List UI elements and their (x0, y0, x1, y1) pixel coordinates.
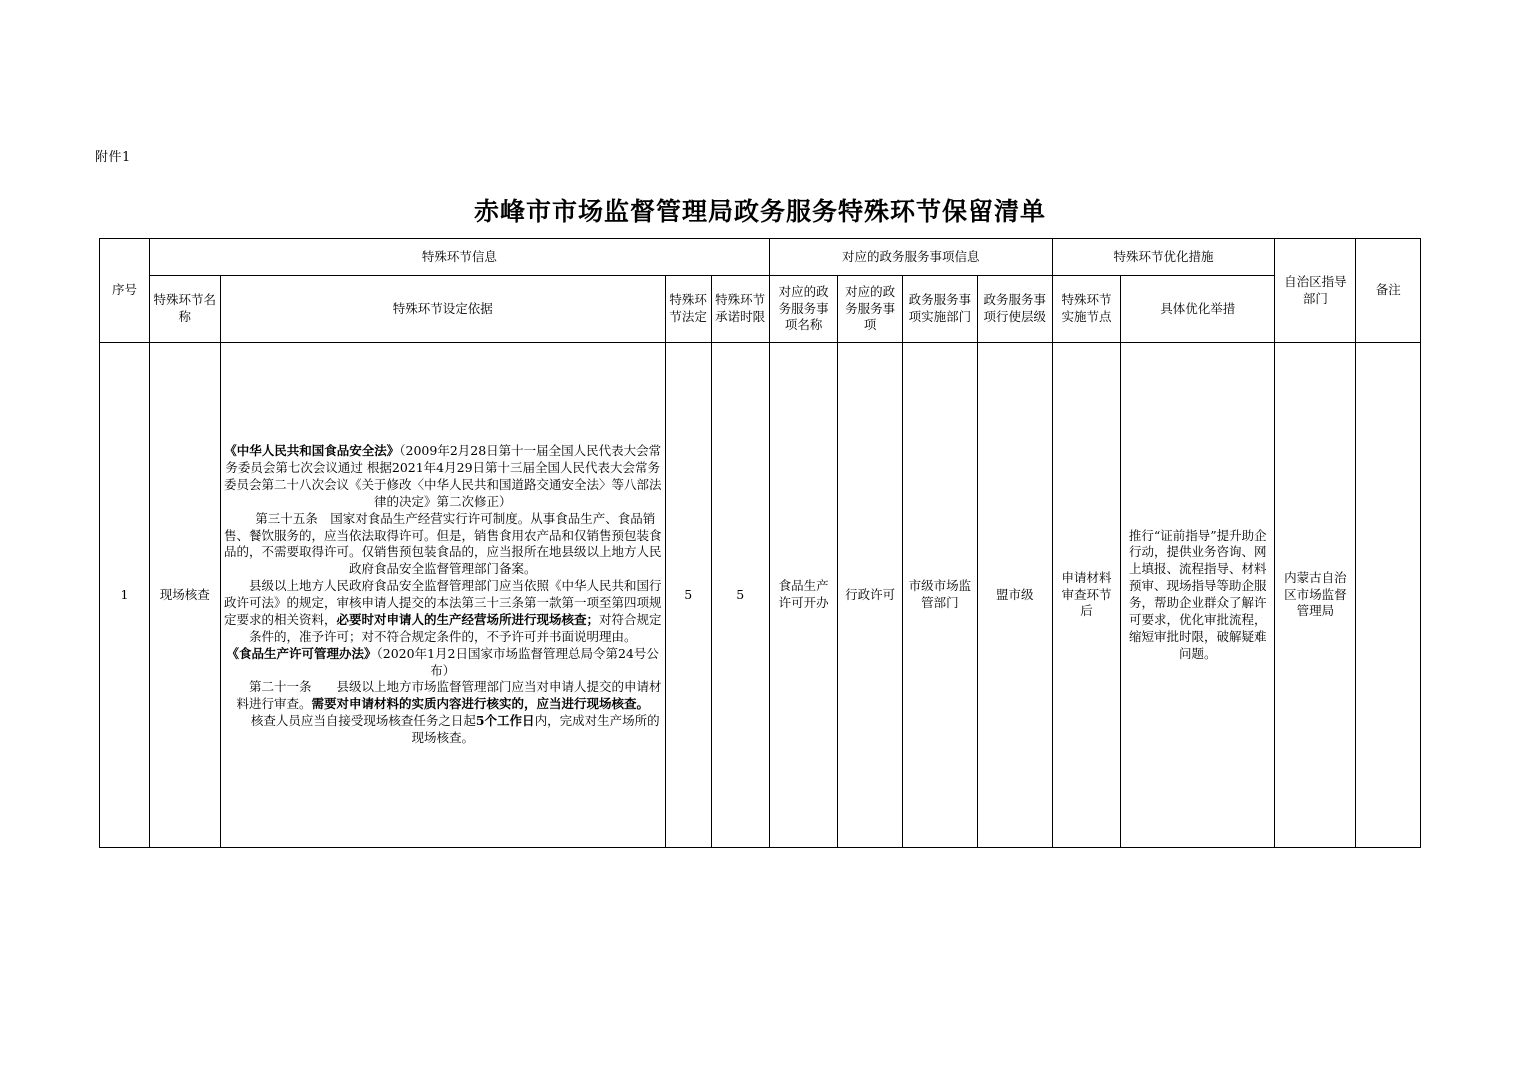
column-header-legal: 特殊环节法定 (665, 276, 711, 343)
column-header-service-level: 政务服务事项行使层级 (977, 276, 1052, 343)
attachment-label: 附件1 (95, 150, 131, 165)
basis-paragraph: 第二十一条 县级以上地方市场监督管理部门应当对申请人提交的申请材料进行审查。需要对申请材料的实质内容进行核实的，应当进行现场核查。 (236, 679, 662, 712)
cell-seq: 1 (100, 343, 150, 848)
table-group-header-row (100, 239, 1421, 276)
cell-link-basis (220, 343, 665, 848)
cell-service-level: 盟市级 (977, 343, 1052, 848)
cell-specific-measures: 推行“证前指导”提升助企行动，提供业务咨询、网上填报、流程指导、材料预审、现场指导等助企服务，帮助企业群众了解许可要求，优化审批流程，缩短审批时限，破解疑难问题。 (1121, 343, 1275, 848)
column-header-link-basis: 特殊环节设定依据 (220, 276, 665, 343)
basis-paragraph: 《中华人民共和国食品安全法》（2009年2月28日第十一届全国人民代表大会常务委员会第七次会议通过 根据2021年4月29日第十三届全国人民代表大会常务委员会第二十八次会议《关于修改〈中华人民共和国道路交通安全法〉等八部法律的决定》第二次修正） (223, 443, 662, 509)
column-header-seq: 序号 (100, 239, 150, 343)
table-row (100, 343, 1421, 848)
basis-paragraph: 《食品生产许可管理办法》（2020年1月2日国家市场监督管理总局令第24号公布） (226, 645, 659, 678)
basis-paragraph: 核查人员应当自接受现场核查任务之日起5个工作日内，完成对生产场所的现场核查。 (250, 713, 660, 745)
cell-impl-node: 申请材料审查环节后 (1052, 343, 1121, 848)
basis-paragraph: 县级以上地方人民政府食品安全监督管理部门应当依照《中华人民共和国行政许可法》的规定，审核申请人提交的本法第三十三条第一款第一项至第四项规定要求的相关资料，必要时对申请人的生产经营场所进行现场核查；对符合规定条件的，准予许可；对不符合规定条件的，不予许可并书面说明理由。 (223, 578, 662, 644)
group-header-optimization-measures: 特殊环节优化措施 (1052, 239, 1275, 276)
column-header-service-name: 对应的政务服务事项名称 (769, 276, 838, 343)
group-header-service-item-info: 对应的政务服务事项信息 (769, 239, 1052, 276)
column-header-specific-measures: 具体优化举措 (1121, 276, 1275, 343)
cell-service-dept: 市级市场监管部门 (902, 343, 977, 848)
table-column-header-row (100, 276, 1421, 343)
column-header-link-name: 特殊环节名称 (149, 276, 220, 343)
cell-promise-limit: 5 (711, 343, 769, 848)
special-link-retention-table (99, 238, 1421, 848)
cell-region-dept: 内蒙古自治区市场监督管理局 (1275, 343, 1356, 848)
column-header-region-dept: 自治区指导部门 (1275, 239, 1356, 343)
page-title: 赤峰市市场监督管理局政务服务特殊环节保留清单 (473, 197, 1046, 226)
cell-link-name: 现场核查 (149, 343, 220, 848)
cell-service-name: 食品生产许可开办 (769, 343, 838, 848)
column-header-remark: 备注 (1356, 239, 1421, 343)
column-header-service-dept: 政务服务事项实施部门 (902, 276, 977, 343)
cell-remark (1356, 343, 1421, 848)
basis-paragraph: 第三十五条 国家对食品生产经营实行许可制度。从事食品生产、食品销售、餐饮服务的，应当依法取得许可。但是，销售食用农产品和仅销售预包装食品的，不需要取得许可。仅销售预包装食品的，应当报所在地县级以上地方人民政府食品安全监督管理部门备案。 (223, 510, 662, 577)
group-header-special-link-info: 特殊环节信息 (149, 239, 769, 276)
column-header-service-item: 对应的政务服务事项 (838, 276, 902, 343)
column-header-impl-node: 特殊环节实施节点 (1052, 276, 1121, 343)
cell-legal: 5 (665, 343, 711, 848)
cell-service-item: 行政许可 (838, 343, 902, 848)
column-header-promise-limit: 特殊环节承诺时限 (711, 276, 769, 343)
